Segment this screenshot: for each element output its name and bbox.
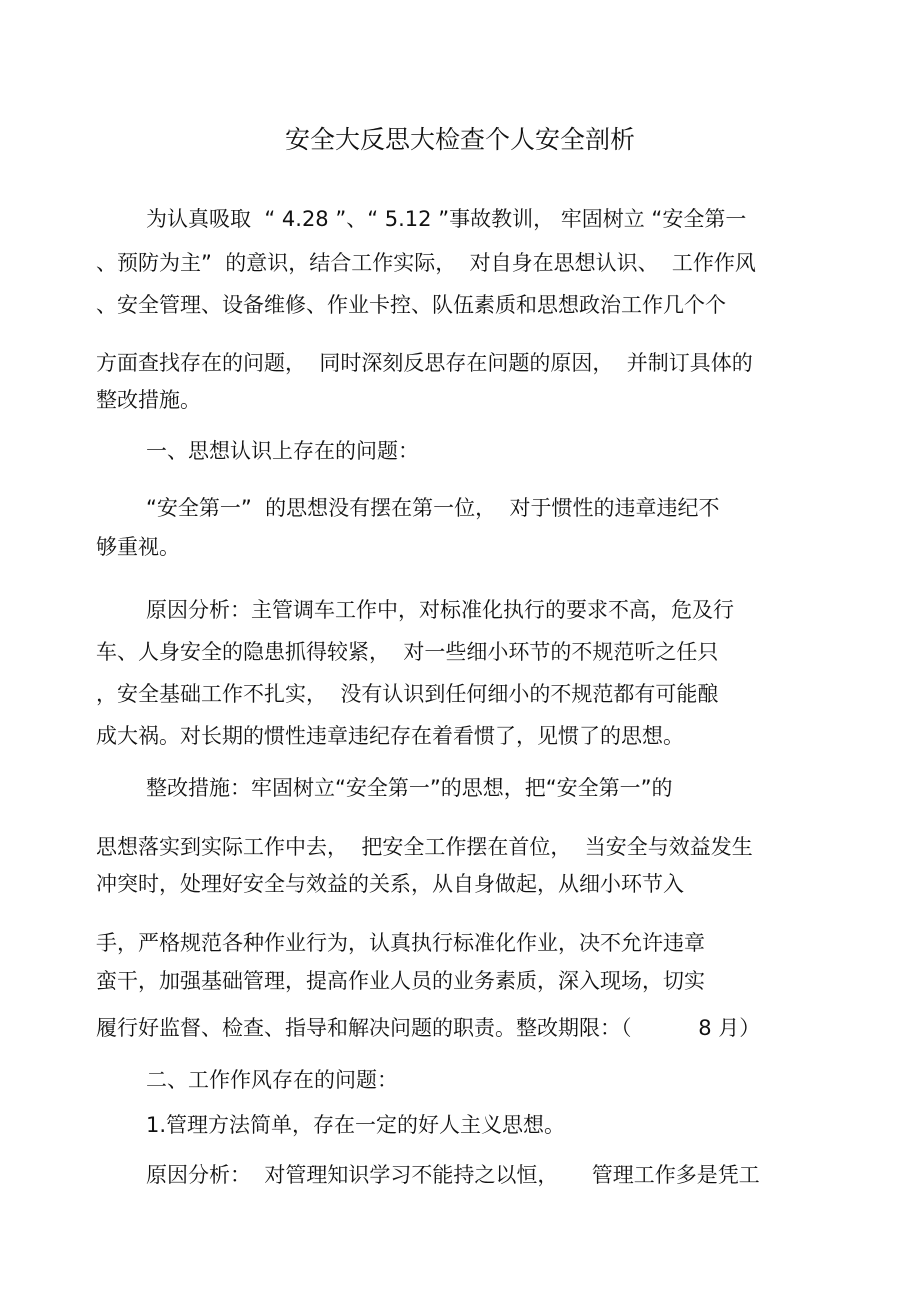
paragraph-line: ，安全基础工作不扎实， 没有认识到任何细小的不规范都有可能酿 [96,682,719,706]
paragraph-line: 履行好监督、检查、指导和解决问题的职责。整改期限：（ 8 月） [96,1016,761,1040]
paragraph-line: 为认真吸取 “ 4.28 ”、“ 5.12 ”事故教训， 牢固树立 “安全第一 [146,207,747,231]
paragraph-line: 蛮干，加强基础管理，提高作业人员的业务素质，深入现场，切实 [96,969,705,993]
document-title: 安全大反思大检查个人安全剖析 [284,125,635,154]
paragraph-line: 成大祸。对长期的惯性违章违纪存在着看惯了，见惯了的思想。 [96,724,684,748]
paragraph-line: 原因分析： 对管理知识学习不能持之以恒， 管理工作多是凭工 [146,1163,760,1187]
paragraph-line: 、安全管理、设备维修、作业卡控、队伍素质和思想政治工作几个个 [96,293,726,317]
paragraph-line: 思想落实到实际工作中去， 把安全工作摆在首位， 当安全与效益发生 [96,835,753,859]
paragraph-line: 原因分析：主管调车工作中，对标准化执行的要求不高，危及行 [146,598,734,622]
paragraph-line: “安全第一” 的思想没有摆在第一位， 对于惯性的违章违纪不 [146,496,720,520]
paragraph-line: 车、人身安全的隐患抓得较紧， 对一些细小环节的不规范听之任只 [96,640,719,664]
paragraph-line: 1.管理方法简单，存在一定的好人主义思想。 [146,1113,566,1137]
section-heading: 二、工作作风存在的问题： [146,1068,398,1092]
paragraph-line: 整改措施：牢固树立“安全第一”的思想，把“安全第一”的 [146,776,673,800]
paragraph-line: 手，严格规范各种作业行为，认真执行标准化作业，决不允许违章 [96,931,705,955]
paragraph-line: 够重视。 [96,535,180,559]
paragraph-line: 冲突时，处理好安全与效益的关系，从自身做起，从细小环节入 [96,872,684,896]
paragraph-line: 、预防为主” 的意识，结合工作实际， 对自身在思想认识、 工作作风 [96,251,756,275]
paragraph-line: 整改措施。 [96,388,201,412]
section-heading: 一、思想认识上存在的问题： [146,439,419,463]
paragraph-line: 方面查找存在的问题， 同时深刻反思存在问题的原因， 并制订具体的 [96,351,753,375]
